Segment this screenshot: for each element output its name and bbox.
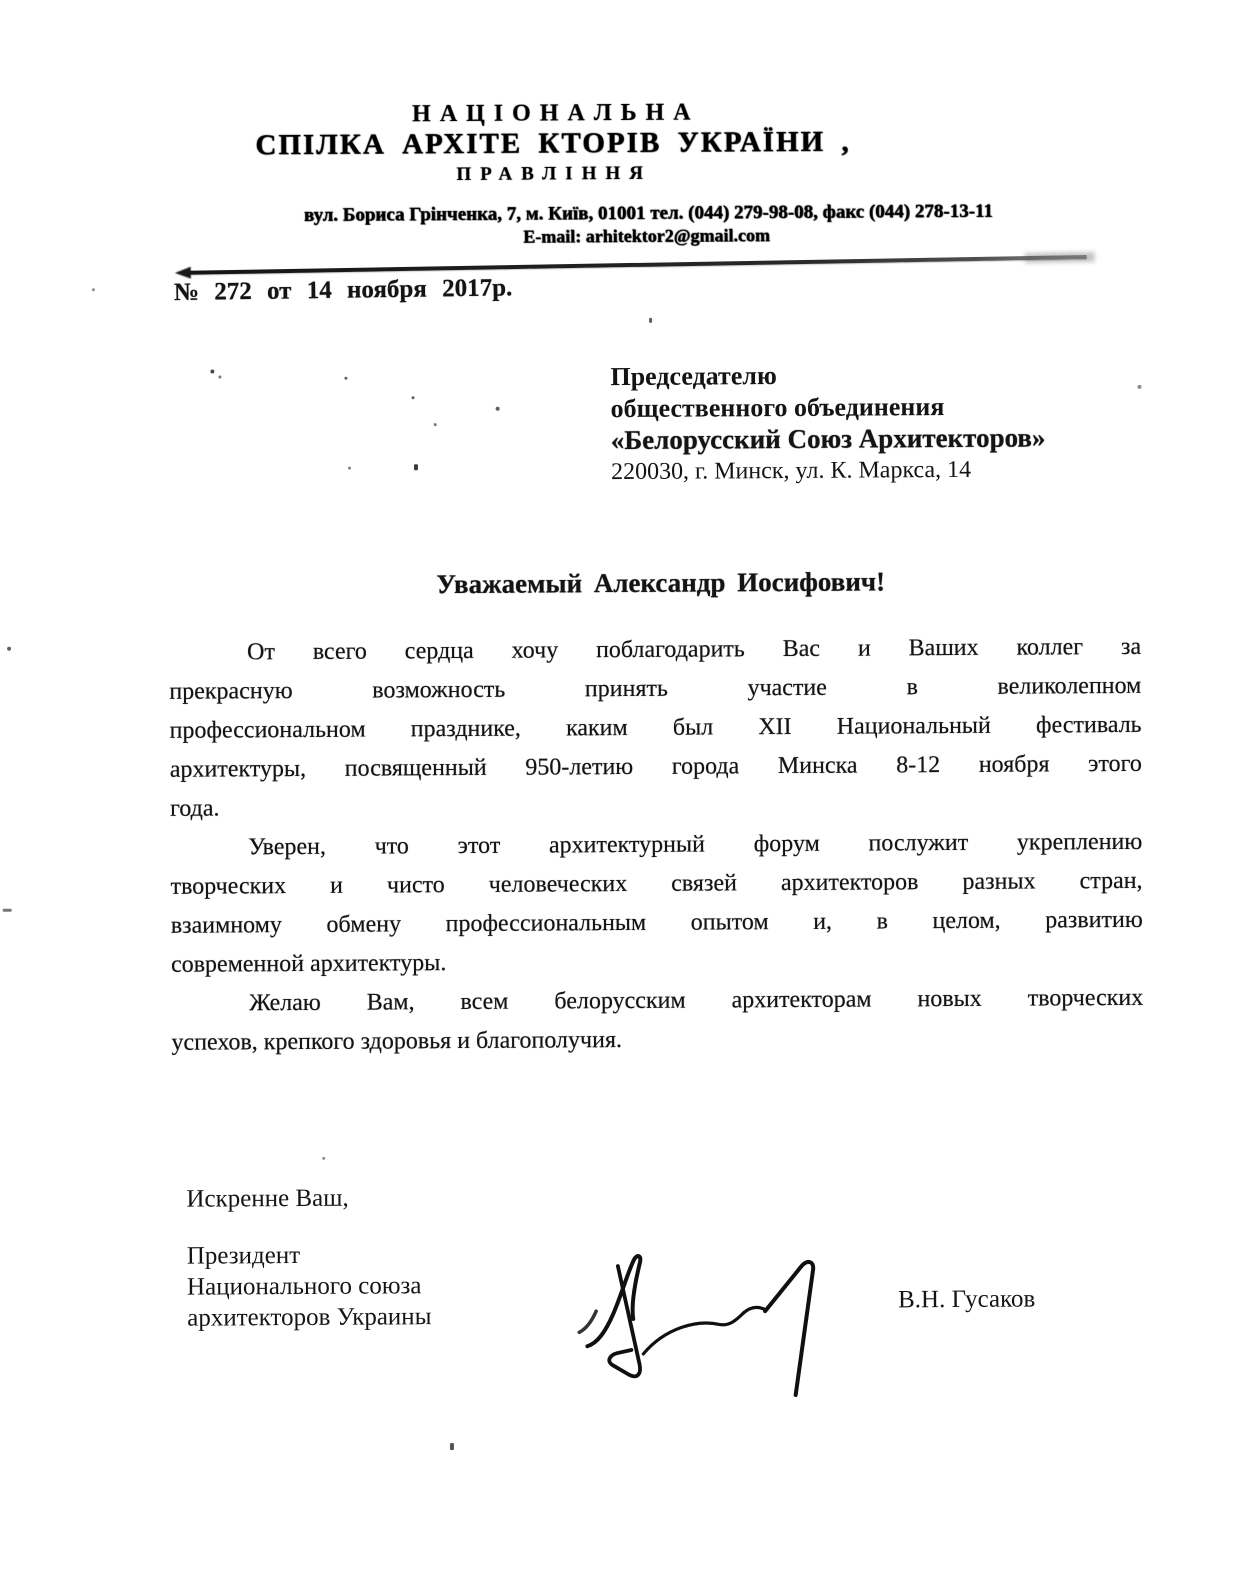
scan-speckle xyxy=(348,467,351,470)
valediction-line: Искренне Ваш, xyxy=(186,1184,349,1213)
org-name-line1: НАЦІОНАЛЬНА xyxy=(412,99,700,128)
org-address-line: вул. Бориса Грінченка, 7, м. Київ, 01001 тел. (044) 279-98-08, факс (044) 278-13-11 xyxy=(303,200,993,226)
letter-body xyxy=(169,628,1144,1063)
scan-speckle xyxy=(649,318,652,323)
addressee-organization: общественного объединения xyxy=(610,392,945,424)
scan-speckle xyxy=(218,375,221,378)
addressee-title: Председателю xyxy=(610,361,777,392)
salutation-line: Уважаемый Александр Иосифович! xyxy=(436,566,886,600)
scan-speckle xyxy=(1137,385,1141,389)
scan-speckle xyxy=(496,407,500,411)
body-line: профессиональном празднике, каким был XII Национальный фестиваль xyxy=(169,711,1142,744)
signer-name: В.Н. Гусаков xyxy=(898,1285,1036,1314)
scan-speckle xyxy=(434,423,437,426)
body-line: взаимному обмену профессиональным опытом и, в целом, развитию xyxy=(170,906,1143,939)
scan-speckle xyxy=(344,377,347,380)
scan-speckle xyxy=(3,909,12,912)
signer-title-line1: Президент xyxy=(186,1241,301,1270)
handwritten-signature xyxy=(563,1237,864,1409)
addressee-organization-name: «Белорусский Союз Архитекторов» xyxy=(610,422,1046,456)
scan-speckle xyxy=(92,288,95,291)
signer-title-line3: архитекторов Украины xyxy=(187,1303,432,1332)
org-name-line2: СПІЛКА АРХІТЕ КТОРІВ УКРАЇНИ , xyxy=(255,125,851,162)
body-line: успехов, крепкого здоровья и благополучия. xyxy=(171,1027,623,1056)
addressee-postal-address: 220030, г. Минск, ул. К. Маркса, 14 xyxy=(610,456,972,486)
scan-speckle xyxy=(210,369,214,373)
signer-title-line2: Национального союза xyxy=(186,1272,422,1301)
body-line: творческих и чисто человеческих связей архитекторов разных стран, xyxy=(170,867,1143,900)
body-line: Уверен, что этот архитектурный форум послужит укреплению xyxy=(248,828,1143,861)
body-line: современной архитектуры. xyxy=(170,950,447,978)
org-name-line3: ПРАВЛІННЯ xyxy=(456,162,652,186)
scan-speckle xyxy=(412,396,415,399)
scan-speckle xyxy=(322,1157,325,1160)
reference-number-line: № 272 от 14 ноября 2017р. xyxy=(173,274,513,307)
letterhead xyxy=(0,0,1243,247)
org-email-line: E-mail: arhitektor2@gmail.com xyxy=(523,225,770,247)
body-line: От всего сердца хочу поблагодарить Вас и Ваших коллег за xyxy=(247,633,1142,666)
scan-speckle xyxy=(7,647,11,651)
body-line: архитектуры, посвященный 950-летию города Минска 8-12 ноября этого xyxy=(169,750,1142,783)
scan-speckle xyxy=(414,464,418,470)
scan-speckle xyxy=(450,1443,454,1450)
body-line: прекрасную возможность принять участие в великолепном xyxy=(169,672,1142,705)
body-line: года. xyxy=(169,795,220,822)
letterhead-divider-rule xyxy=(187,255,1087,275)
body-line: Желаю Вам, всем белорусским архитекторам новых творческих xyxy=(249,984,1144,1017)
